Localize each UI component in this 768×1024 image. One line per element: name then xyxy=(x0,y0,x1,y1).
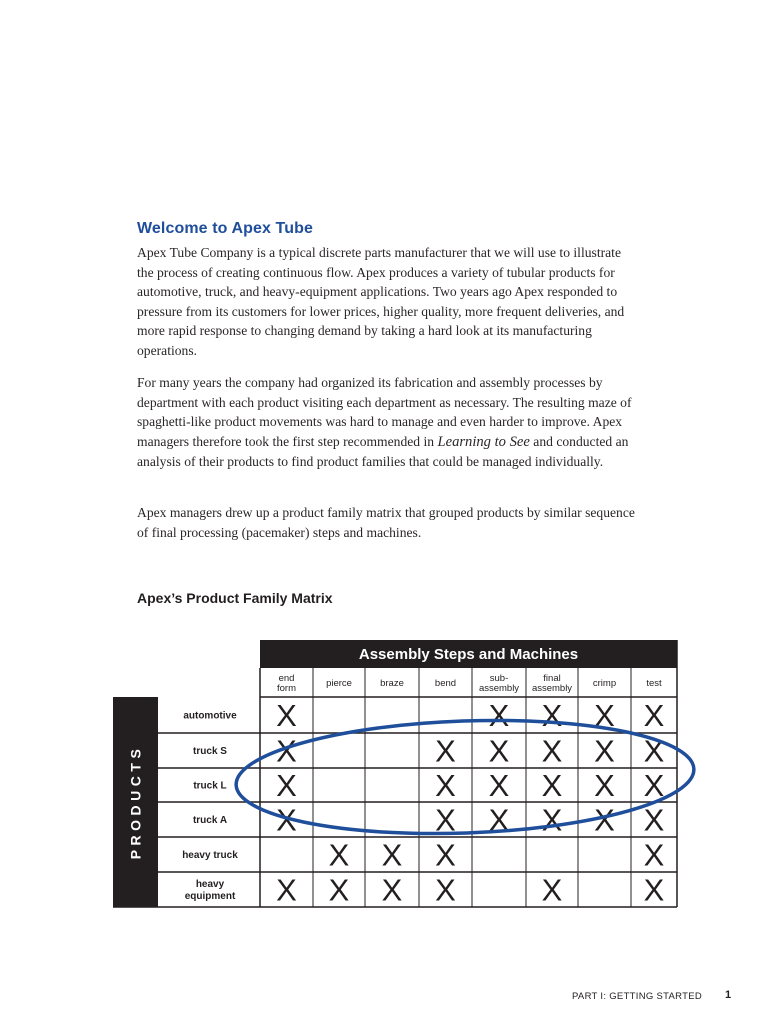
matrix-x-mark: X xyxy=(643,733,665,769)
matrix-x-mark: X xyxy=(435,837,456,873)
matrix-x-mark: X xyxy=(435,872,456,908)
paragraph-intro: Apex Tube Company is a typical discrete parts manufacturer that we will use to illustrate the process of creating continuous flow. Apex produces a variety of tubular products for automotive, truck, and heavy-equipment applications. Two years ago Apex responded to pressure from its customers for lower prices, higher quality, more frequent deliveries, and more rapid response to changing demand by taking a hard look at its manufacturing operations. xyxy=(137,245,625,358)
matrix-x-mark: X xyxy=(594,768,615,803)
matrix-x-mark: X xyxy=(643,837,665,873)
matrix-x-mark: X xyxy=(541,698,563,733)
book-title-learning-to-see: Learning to See xyxy=(437,433,530,450)
page-number: 1 xyxy=(725,989,732,1001)
product-family-highlight-ellipse xyxy=(234,713,696,841)
matrix-x-mark: X xyxy=(381,837,403,873)
column-header-label: sub-assembly xyxy=(478,673,520,694)
paragraph-history-text-start: For many years the company had organized its fabrication and assembly processes by department with each product visiting each department as necessary. The resulting maze of spaghetti-like product movements was hard to manage and even harder to improve. Apex managers therefore took the first step recommended in xyxy=(137,375,632,449)
matrix-x-mark: X xyxy=(276,802,297,838)
matrix-x-mark: X xyxy=(643,802,665,838)
column-header-label: end form xyxy=(277,673,296,694)
row-label: heavy truck xyxy=(182,850,238,861)
products-side-label: PRODUCTS xyxy=(127,744,144,860)
column-header-label: final assembly xyxy=(531,673,573,694)
matrix-x-mark: X xyxy=(328,837,350,873)
column-header-label: braze xyxy=(380,678,404,689)
matrix-x-mark: X xyxy=(276,768,297,803)
matrix-x-mark: X xyxy=(488,733,510,769)
matrix-title: Apex’s Product Family Matrix xyxy=(137,590,333,606)
row-label: truck S xyxy=(193,746,227,757)
matrix-x-mark: X xyxy=(541,768,563,803)
matrix-x-mark: X xyxy=(276,872,297,908)
footer-section-label: PART I: GETTING STARTED xyxy=(572,991,703,1002)
paragraph-history-text-end: and conducted an analysis of their products to find product families that could be managed individually. xyxy=(137,433,629,469)
matrix-x-mark: X xyxy=(594,802,615,838)
column-header-label: crimp xyxy=(592,678,617,689)
column-header-label: test xyxy=(646,678,662,689)
section-title: Welcome to Apex Tube xyxy=(137,220,313,237)
matrix-header-title: Assembly Steps and Machines xyxy=(358,646,579,663)
row-label: truck L xyxy=(193,780,227,792)
matrix-x-mark: X xyxy=(541,802,563,838)
matrix-x-mark: X xyxy=(541,872,563,908)
matrix-x-mark: X xyxy=(643,872,665,908)
matrix-x-mark: X xyxy=(488,698,510,733)
row-label: automotive xyxy=(183,710,237,722)
matrix-x-mark: X xyxy=(435,768,456,803)
matrix-x-mark: X xyxy=(643,698,665,733)
row-label: truck A xyxy=(192,815,228,826)
matrix-x-mark: X xyxy=(328,872,350,908)
matrix-x-mark: X xyxy=(435,733,456,769)
matrix-x-mark: X xyxy=(488,802,510,838)
matrix-x-mark: X xyxy=(594,698,615,733)
column-header-label: pierce xyxy=(326,678,352,689)
paragraph-matrix-intro: Apex managers drew up a product family matrix that grouped products by similar sequence of final processing (pacemaker) steps and machines. xyxy=(137,505,635,540)
matrix-x-mark: X xyxy=(488,768,510,803)
matrix-x-mark: X xyxy=(381,872,403,908)
matrix-x-mark: X xyxy=(276,733,297,769)
matrix-x-mark: X xyxy=(541,733,563,769)
row-label: heavy equipment xyxy=(184,879,236,902)
matrix-x-mark: X xyxy=(276,698,297,733)
matrix-x-mark: X xyxy=(643,768,665,803)
matrix-x-mark: X xyxy=(594,733,615,769)
matrix-x-mark: X xyxy=(435,802,456,838)
column-header-label: bend xyxy=(434,678,457,689)
